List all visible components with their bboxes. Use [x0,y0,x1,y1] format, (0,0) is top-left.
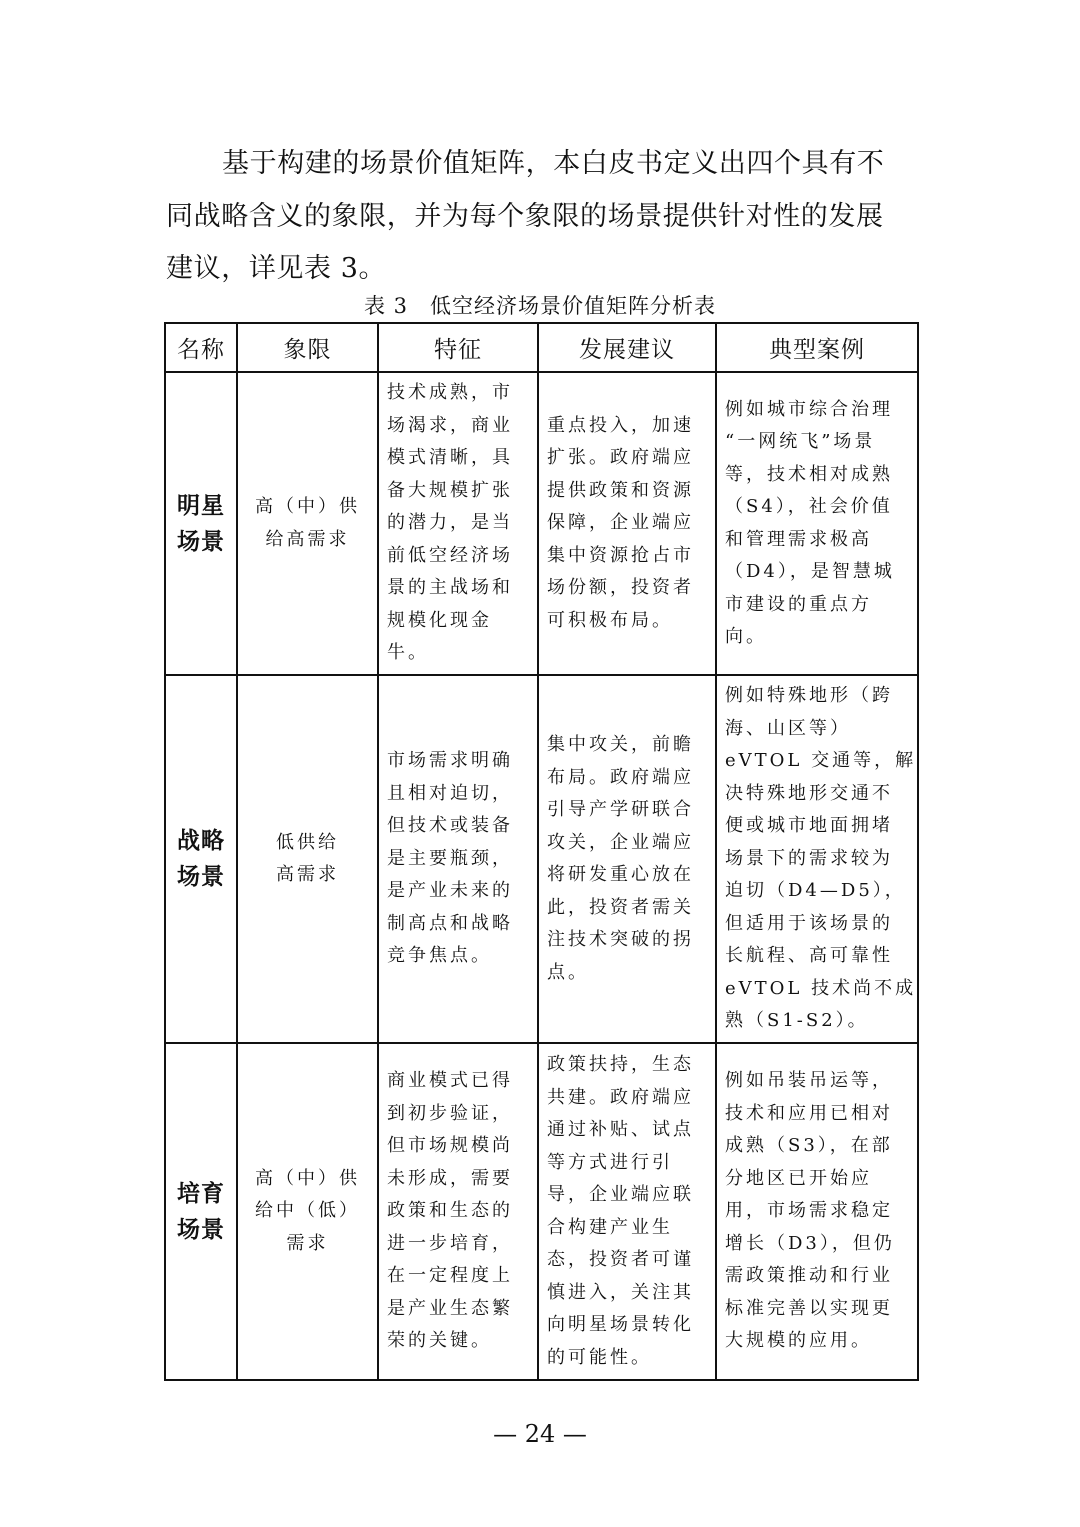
cell-line: 将研发重心放在 [547,864,694,885]
cell-line: 进一步培育， [387,1232,513,1254]
cell-advice [538,372,716,675]
cell-line: 布局。政府端应 [547,766,694,788]
paragraph-line: 建议，详见表 3。 [166,253,387,284]
cell-line: 备大规模扩张 [387,479,513,501]
cell-line: 重点投入，加速 [547,414,694,436]
cell-line: 决特殊地形交通不 [725,782,893,804]
cell-line: 长航程、高可靠性 [725,945,893,967]
cell-line: 保障，企业端应 [547,512,694,534]
header-cases: 典型案例 [716,323,918,372]
cell-line: 标准完善以实现更 [725,1297,893,1319]
cell-line: 市场需求明确 [387,750,513,772]
cell-line: 的潜力，是当 [387,512,513,534]
cell-line: 到初步验证， [387,1102,513,1124]
cell-cases [716,675,918,1043]
cell-line: 便或城市地面拥堵 [725,815,893,837]
header-features: 特征 [378,323,538,372]
cell-line: 熟（S1-S2）。 [725,1010,869,1032]
cell-line: 需求 [286,1232,329,1254]
cell-line: eVTOL 技术尚不成 [725,977,917,999]
cell-line: 注技术突破的拐 [547,929,694,950]
cell-line: 给中（低） [255,1200,360,1222]
cell-line: 等方式进行引 [547,1151,673,1173]
cell-line: 是主要瓶颈， [387,847,513,869]
cell-line: 合构建产业生 [547,1216,673,1238]
cell-line: 提供政策和资源 [547,479,694,501]
header-quadrant: 象限 [237,323,378,372]
cell-line: 竞争焦点。 [387,945,492,967]
cell-line: 向。 [725,626,767,647]
cell-line: 明星 [177,492,225,519]
cell-line: 但市场规模尚 [387,1135,513,1157]
cell-line: 可积极布局。 [547,609,673,631]
scenario-value-matrix-table [164,322,919,1381]
cell-line: 规模化现金 [387,609,492,631]
cell-line: 制高点和战略 [387,912,513,934]
paragraph-line: 同战略含义的象限，并为每个象限的场景提供针对性的发展 [166,200,884,232]
cell-line: 增长（D3），但仍 [725,1232,895,1254]
cell-line: 例如吊装吊运等， [725,1070,893,1092]
cell-line: 荣的关键。 [387,1330,492,1352]
cell-line: 态，投资者可谨 [547,1249,694,1270]
cell-line: 大规模的应用。 [725,1330,872,1352]
cell-name [165,372,237,675]
cell-line: 且相对迫切， [387,782,513,804]
intro-paragraph [166,138,918,296]
cell-line: 给高需求 [265,528,350,550]
cell-cases [716,1043,918,1380]
paragraph-line: 基于构建的场景价值矩阵，本白皮书定义出四个具有不 [222,148,885,179]
cell-cases [716,372,918,675]
cell-line: 但适用于该场景的 [725,912,893,934]
cell-line: 迫切（D4—D5）， [725,880,906,902]
cell-line: 培育 [177,1180,225,1207]
cell-advice [538,675,716,1043]
cell-line: 用，市场需求稳定 [725,1200,893,1222]
cell-line: 前低空经济场 [387,544,513,566]
cell-line: 导，企业端应联 [547,1184,694,1205]
cell-line: 点。 [547,961,589,983]
page-number: — 24 — [493,1420,587,1448]
cell-line: 是产业未来的 [387,880,513,902]
cell-line: 场渴求，商业 [387,414,513,436]
header-advice: 发展建议 [538,323,716,372]
table-caption: 表 3 低空经济场景价值矩阵分析表 [363,294,717,318]
cell-line: 技术成熟，市 [387,382,513,404]
cell-line: 但技术或装备 [387,815,513,837]
cell-name [165,675,237,1043]
cell-line: 通过补贴、试点 [547,1119,694,1140]
cell-line: 的可能性。 [547,1346,652,1368]
cell-line: 共建。政府端应 [547,1086,694,1108]
cell-line: 海、山区等） [725,717,851,739]
cell-line: 政策和生态的 [387,1200,513,1222]
cell-line: 需政策推动和行业 [725,1265,893,1287]
cell-advice [538,1043,716,1380]
cell-line: “一网统飞”场景 [725,431,876,452]
cell-line: eVTOL 交通等，解 [725,750,917,772]
cell-line: 等，技术相对成熟 [725,463,893,485]
cell-line: 分地区已开始应 [725,1167,872,1189]
cell-line: 政策扶持，生态 [547,1054,694,1075]
cell-line: 向明星场景转化 [547,1314,694,1335]
cell-line: 是产业生态繁 [387,1297,513,1319]
cell-line: 场景 [177,528,225,555]
cell-features [378,372,538,675]
cell-line: （D4），是智慧城 [725,561,895,582]
cell-line: 高需求 [276,864,339,885]
table-row [165,372,918,675]
cell-line: 场景下的需求较为 [725,847,893,869]
cell-line: 例如特殊地形（跨 [725,685,893,707]
cell-line: 高（中）供 [255,496,360,517]
cell-line: 在一定程度上 [387,1265,513,1287]
cell-line: 低供给 [276,831,339,853]
cell-features [378,675,538,1043]
header-name: 名称 [165,323,237,372]
table-row [165,675,918,1043]
cell-quadrant [237,675,378,1043]
cell-line: 攻关，企业端应 [547,831,694,853]
cell-line: 集中资源抢占市 [547,544,694,566]
cell-line: 场景 [177,1216,225,1243]
cell-line: 和管理需求极高 [725,528,872,550]
cell-line: 场景 [177,864,225,890]
cell-line: 慎进入，关注其 [547,1281,694,1303]
cell-line: 战略 [177,828,225,854]
cell-name [165,1043,237,1380]
cell-line: 场份额，投资者 [547,577,694,599]
table-row [165,1043,918,1380]
cell-features [378,1043,538,1380]
cell-line: 商业模式已得 [387,1070,513,1092]
cell-quadrant [237,1043,378,1380]
cell-line: 引导产学研联合 [547,799,694,820]
cell-line: 例如城市综合治理 [725,398,893,420]
cell-line: 扩张。政府端应 [547,447,694,469]
cell-line: 此，投资者需关 [547,896,694,918]
cell-line: 市建设的重点方 [725,593,872,615]
cell-line: （S4），社会价值 [725,496,893,517]
cell-line: 高（中）供 [255,1167,360,1189]
cell-quadrant [237,372,378,675]
cell-line: 成熟（S3），在部 [725,1135,893,1157]
table-header-row [165,323,918,372]
cell-line: 景的主战场和 [387,577,513,599]
cell-line: 模式清晰，具 [387,447,513,469]
cell-line: 技术和应用已相对 [725,1102,893,1124]
cell-line: 牛。 [387,642,429,664]
cell-line: 未形成，需要 [387,1167,513,1189]
cell-line: 集中攻关，前瞻 [547,734,694,755]
